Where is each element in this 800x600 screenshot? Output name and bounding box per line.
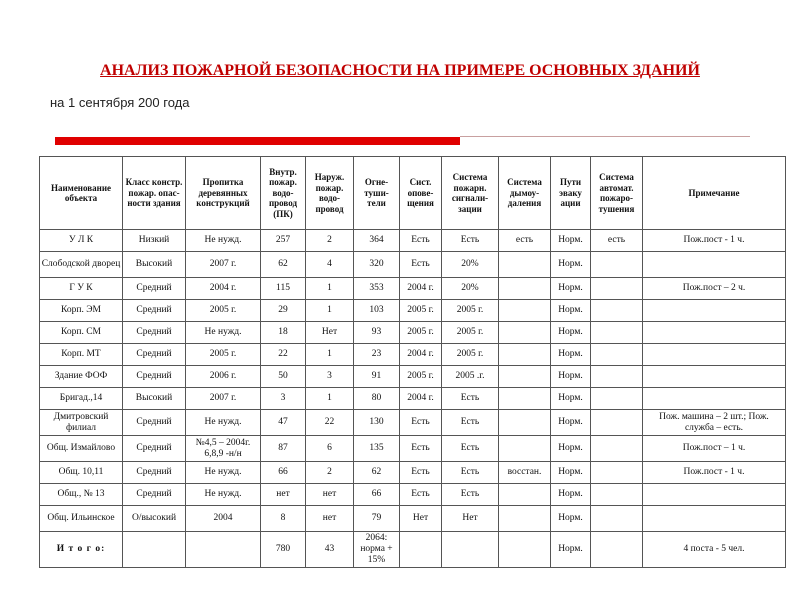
cell-alert-system: Есть [400,462,442,484]
cell-internal-water: 257 [261,230,306,252]
cell-notes [643,484,786,506]
cell-alarm-system: 2005 г. [442,300,499,322]
cell-fire-class: Средний [123,344,186,366]
cell-object: Корп. МТ [40,344,123,366]
cell-auto-extinguishing [591,484,643,506]
cell-smoke-removal [499,506,551,532]
table-row [40,388,786,410]
cell-extinguishers: 62 [354,462,400,484]
cell-auto-extinguishing [591,366,643,388]
cell-alert-system: 2005 г. [400,322,442,344]
cell-fire-class: О/высокий [123,506,186,532]
table-row [40,436,786,462]
cell-alert-system: Есть [400,252,442,278]
cell-auto-extinguishing [591,344,643,366]
cell-smoke-removal [499,436,551,462]
total-object: И т о г о: [40,532,123,568]
cell-evacuation: Норм. [551,506,591,532]
cell-internal-water: 50 [261,366,306,388]
cell-smoke-removal [499,278,551,300]
cell-external-water: нет [306,484,354,506]
cell-auto-extinguishing [591,388,643,410]
total-fire-class [123,532,186,568]
cell-smoke-removal [499,344,551,366]
cell-impregnation: №4,5 – 2004г. 6,8,9 -н/н [186,436,261,462]
page-title: АНАЛИЗ ПОЖАРНОЙ БЕЗОПАСНОСТИ НА ПРИМЕРЕ ОСНОВНЫХ ЗДАНИЙ [100,62,700,79]
cell-extinguishers: 91 [354,366,400,388]
table-row [40,410,786,436]
cell-auto-extinguishing [591,462,643,484]
cell-object: Корп. ЭМ [40,300,123,322]
cell-alarm-system: Есть [442,410,499,436]
cell-smoke-removal: есть [499,230,551,252]
cell-alert-system: 2004 г. [400,388,442,410]
cell-impregnation: 2005 г. [186,300,261,322]
cell-internal-water: 18 [261,322,306,344]
cell-extinguishers: 103 [354,300,400,322]
cell-notes [643,388,786,410]
header-auto-extinguishing: Система автомат. пожаро-тушения [591,157,643,230]
cell-auto-extinguishing [591,252,643,278]
total-alert-system [400,532,442,568]
cell-notes: Пож.пост – 1 ч. [643,436,786,462]
cell-internal-water: 62 [261,252,306,278]
cell-notes: Пож. машина – 2 шт.; Пож. служба – есть. [643,410,786,436]
cell-fire-class: Высокий [123,388,186,410]
cell-alarm-system: Есть [442,484,499,506]
cell-alert-system: 2004 г. [400,278,442,300]
cell-internal-water: 3 [261,388,306,410]
cell-object: Общ. Измайлово [40,436,123,462]
cell-internal-water: 29 [261,300,306,322]
cell-object: Бригад.,14 [40,388,123,410]
red-divider-bar [55,137,460,145]
cell-auto-extinguishing [591,436,643,462]
total-notes: 4 поста - 5 чел. [643,532,786,568]
total-impregnation [186,532,261,568]
cell-external-water: 2 [306,230,354,252]
cell-alarm-system: 2005 г. [442,344,499,366]
cell-auto-extinguishing [591,322,643,344]
cell-evacuation: Норм. [551,322,591,344]
cell-auto-extinguishing [591,410,643,436]
cell-alarm-system: Есть [442,388,499,410]
cell-external-water: 1 [306,278,354,300]
header-evacuation: Пути эваку ации [551,157,591,230]
cell-fire-class: Высокий [123,252,186,278]
cell-object: У Л К [40,230,123,252]
cell-object: Дмитровский филиал [40,410,123,436]
table-row [40,278,786,300]
cell-object: Общ., № 13 [40,484,123,506]
total-internal-water: 780 [261,532,306,568]
cell-object: Корп. СМ [40,322,123,344]
cell-auto-extinguishing: есть [591,230,643,252]
table-row [40,506,786,532]
cell-extinguishers: 80 [354,388,400,410]
cell-impregnation: 2007 г. [186,252,261,278]
table-row [40,322,786,344]
cell-impregnation: 2007 г. [186,388,261,410]
total-smoke-removal [499,532,551,568]
cell-extinguishers: 364 [354,230,400,252]
cell-impregnation: 2004 [186,506,261,532]
cell-extinguishers: 135 [354,436,400,462]
cell-extinguishers: 66 [354,484,400,506]
cell-evacuation: Норм. [551,278,591,300]
cell-impregnation: Не нужд. [186,322,261,344]
cell-fire-class: Средний [123,484,186,506]
cell-internal-water: 22 [261,344,306,366]
cell-notes: Пож.пост – 2 ч. [643,278,786,300]
cell-object: Общ. Ильинское [40,506,123,532]
cell-evacuation: Норм. [551,230,591,252]
divider-line [460,136,750,137]
cell-smoke-removal [499,388,551,410]
cell-fire-class: Средний [123,410,186,436]
table-row [40,366,786,388]
header-alarm-system: Система пожарн. сигнали-зации [442,157,499,230]
total-alarm-system [442,532,499,568]
cell-impregnation: 2004 г. [186,278,261,300]
total-auto-extinguishing [591,532,643,568]
subtitle-date: на 1 сентября 200 года [50,95,190,110]
cell-fire-class: Средний [123,278,186,300]
cell-smoke-removal [499,322,551,344]
cell-external-water: 1 [306,388,354,410]
cell-alarm-system: 20% [442,278,499,300]
cell-evacuation: Норм. [551,300,591,322]
cell-notes [643,252,786,278]
cell-alert-system: Есть [400,410,442,436]
header-object: Наименование объекта [40,157,123,230]
cell-object: Здание ФОФ [40,366,123,388]
cell-extinguishers: 23 [354,344,400,366]
cell-external-water: Нет [306,322,354,344]
cell-fire-class: Средний [123,300,186,322]
cell-extinguishers: 353 [354,278,400,300]
cell-notes [643,366,786,388]
cell-internal-water: 115 [261,278,306,300]
cell-fire-class: Средний [123,366,186,388]
cell-alert-system: Есть [400,436,442,462]
cell-alert-system: 2005 г. [400,300,442,322]
cell-impregnation: Не нужд. [186,484,261,506]
total-evacuation: Норм. [551,532,591,568]
table-header-row [40,157,786,230]
table-row [40,252,786,278]
cell-object: Общ. 10,11 [40,462,123,484]
header-internal-water: Внутр. пожар. водо-провод (ПК) [261,157,306,230]
cell-internal-water: 66 [261,462,306,484]
header-external-water: Наруж. пожар. водо-провод [306,157,354,230]
cell-extinguishers: 93 [354,322,400,344]
cell-evacuation: Норм. [551,366,591,388]
cell-alarm-system: Нет [442,506,499,532]
total-external-water: 43 [306,532,354,568]
cell-fire-class: Низкий [123,230,186,252]
cell-auto-extinguishing [591,300,643,322]
cell-notes [643,322,786,344]
cell-external-water: нет [306,506,354,532]
total-row [40,532,786,568]
cell-alarm-system: Есть [442,230,499,252]
cell-internal-water: 87 [261,436,306,462]
cell-alarm-system: 2005 .г. [442,366,499,388]
cell-smoke-removal: восстан. [499,462,551,484]
cell-external-water: 1 [306,344,354,366]
cell-external-water: 22 [306,410,354,436]
cell-smoke-removal [499,252,551,278]
table-row [40,484,786,506]
cell-notes: Пож.пост - 1 ч. [643,462,786,484]
cell-evacuation: Норм. [551,436,591,462]
table-row [40,462,786,484]
cell-notes [643,506,786,532]
cell-external-water: 6 [306,436,354,462]
cell-evacuation: Норм. [551,252,591,278]
cell-evacuation: Норм. [551,462,591,484]
cell-notes [643,300,786,322]
cell-fire-class: Средний [123,436,186,462]
cell-internal-water: 8 [261,506,306,532]
table-row [40,344,786,366]
header-fire-class: Класс констр. пожар. опас-ности здания [123,157,186,230]
cell-external-water: 2 [306,462,354,484]
cell-impregnation: 2005 г. [186,344,261,366]
cell-impregnation: Не нужд. [186,410,261,436]
header-extinguishers: Огне-туши-тели [354,157,400,230]
header-notes: Примечание [643,157,786,230]
header-alert-system: Сист. опове-щения [400,157,442,230]
cell-alert-system: 2004 г. [400,344,442,366]
cell-alarm-system: Есть [442,436,499,462]
cell-external-water: 4 [306,252,354,278]
cell-alert-system: Есть [400,484,442,506]
table-row [40,300,786,322]
cell-external-water: 3 [306,366,354,388]
cell-notes [643,344,786,366]
cell-notes: Пож.пост - 1 ч. [643,230,786,252]
cell-extinguishers: 130 [354,410,400,436]
cell-auto-extinguishing [591,278,643,300]
cell-smoke-removal [499,410,551,436]
header-impregnation: Пропитка деревянных конструкций [186,157,261,230]
cell-alert-system: Есть [400,230,442,252]
cell-object: Г У К [40,278,123,300]
cell-alarm-system: 2005 г. [442,322,499,344]
cell-fire-class: Средний [123,462,186,484]
header-smoke-removal: Система дымоу-даления [499,157,551,230]
cell-impregnation: 2006 г. [186,366,261,388]
cell-object: Слободской дворец [40,252,123,278]
fire-safety-table [39,156,786,568]
cell-smoke-removal [499,300,551,322]
cell-internal-water: 47 [261,410,306,436]
cell-extinguishers: 320 [354,252,400,278]
cell-alarm-system: Есть [442,462,499,484]
table-row [40,230,786,252]
cell-evacuation: Норм. [551,344,591,366]
cell-fire-class: Средний [123,322,186,344]
cell-extinguishers: 79 [354,506,400,532]
cell-smoke-removal [499,366,551,388]
cell-smoke-removal [499,484,551,506]
cell-internal-water: нет [261,484,306,506]
cell-evacuation: Норм. [551,410,591,436]
cell-external-water: 1 [306,300,354,322]
total-extinguishers: 2064: норма + 15% [354,532,400,568]
cell-impregnation: Не нужд. [186,462,261,484]
cell-alert-system: Нет [400,506,442,532]
cell-alert-system: 2005 г. [400,366,442,388]
cell-evacuation: Норм. [551,388,591,410]
cell-impregnation: Не нужд. [186,230,261,252]
cell-alarm-system: 20% [442,252,499,278]
cell-evacuation: Норм. [551,484,591,506]
cell-auto-extinguishing [591,506,643,532]
